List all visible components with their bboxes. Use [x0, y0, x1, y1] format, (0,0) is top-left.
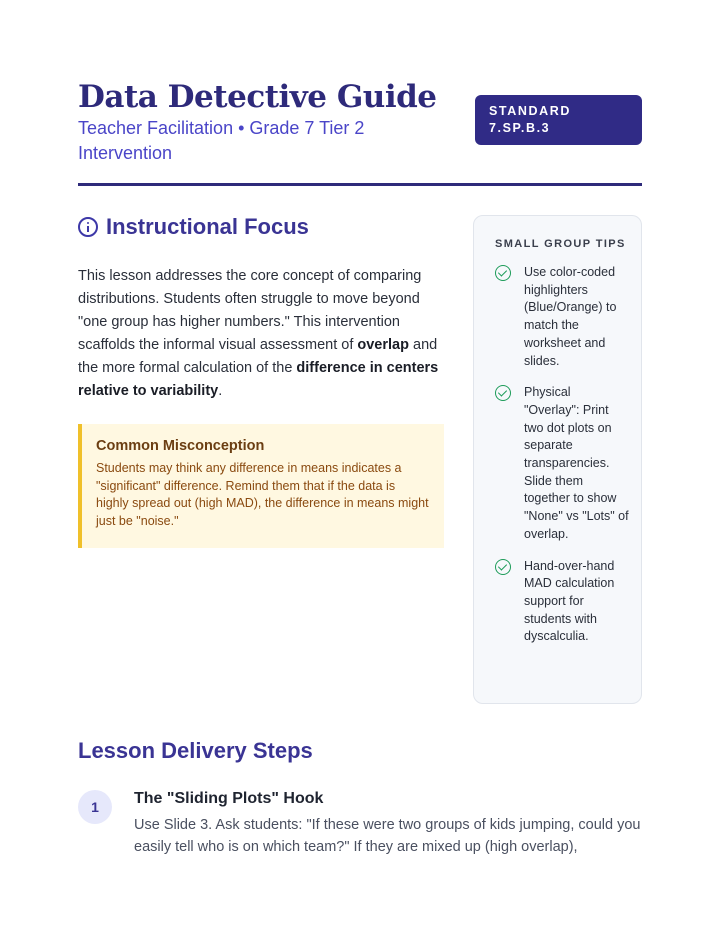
- step-title: The "Sliding Plots" Hook: [134, 790, 324, 807]
- focus-heading: [78, 214, 309, 240]
- tip-item: [495, 384, 641, 543]
- misconception-text: Students may think any difference in means indicates a "significant" difference. Remind them that if the data is highly spread out (high MAD), the difference in means might just be "noise.": [96, 461, 429, 528]
- steps-heading: Lesson Delivery Steps: [78, 738, 313, 763]
- standard-label: STANDARD: [489, 104, 572, 118]
- focus-text-3: .: [218, 383, 223, 399]
- info-icon: [78, 217, 98, 237]
- misconception-title: Common Misconception: [96, 438, 265, 454]
- small-group-tips-panel: [473, 215, 642, 704]
- standard-badge: [475, 95, 642, 145]
- header-divider: [78, 183, 642, 186]
- focus-bold-overlap: overlap: [357, 337, 409, 353]
- step-text: Use Slide 3. Ask students: "If these were two groups of kids jumping, could you easily tell who is on which team?" If they are mixed up (high overlap),: [134, 817, 641, 855]
- tip-text: Physical "Overlay": Print two dot plots on separate transparencies. Slide them together to show "None" vs "Lots" of overlap.: [524, 385, 629, 541]
- tips-label: SMALL GROUP TIPS: [495, 238, 626, 250]
- page-subtitle: Teacher Facilitation • Grade 7 Tier 2 Intervention: [78, 118, 365, 163]
- page-header: [78, 78, 642, 166]
- tip-text: Hand-over-hand MAD calculation support for students with dyscalculia.: [524, 558, 615, 644]
- tip-item: [495, 558, 641, 647]
- step-number-badge: 1: [78, 790, 112, 824]
- check-circle-icon: [495, 559, 511, 575]
- focus-text-1: This lesson addresses the core concept of comparing distributions. Students often struggle to move beyond "one group has higher numbers." This intervention scaffolds the informal visual assessment of: [78, 268, 422, 353]
- focus-title: Instructional Focus: [106, 214, 309, 239]
- focus-bold-difference: difference in centers relative to variability: [78, 360, 439, 399]
- page-title: Data Detective Guide: [78, 79, 437, 115]
- standard-code: 7.SP.B.3: [489, 121, 551, 135]
- focus-text-2: and the more formal calculation of the: [78, 337, 438, 376]
- check-circle-icon: [495, 385, 511, 401]
- misconception-callout: [78, 424, 444, 548]
- focus-paragraph: [78, 265, 450, 403]
- tip-text: Use color-coded highlighters (Blue/Orange) to match the worksheet and slides.: [524, 265, 617, 368]
- check-circle-icon: [495, 265, 511, 281]
- tip-item: [495, 264, 641, 370]
